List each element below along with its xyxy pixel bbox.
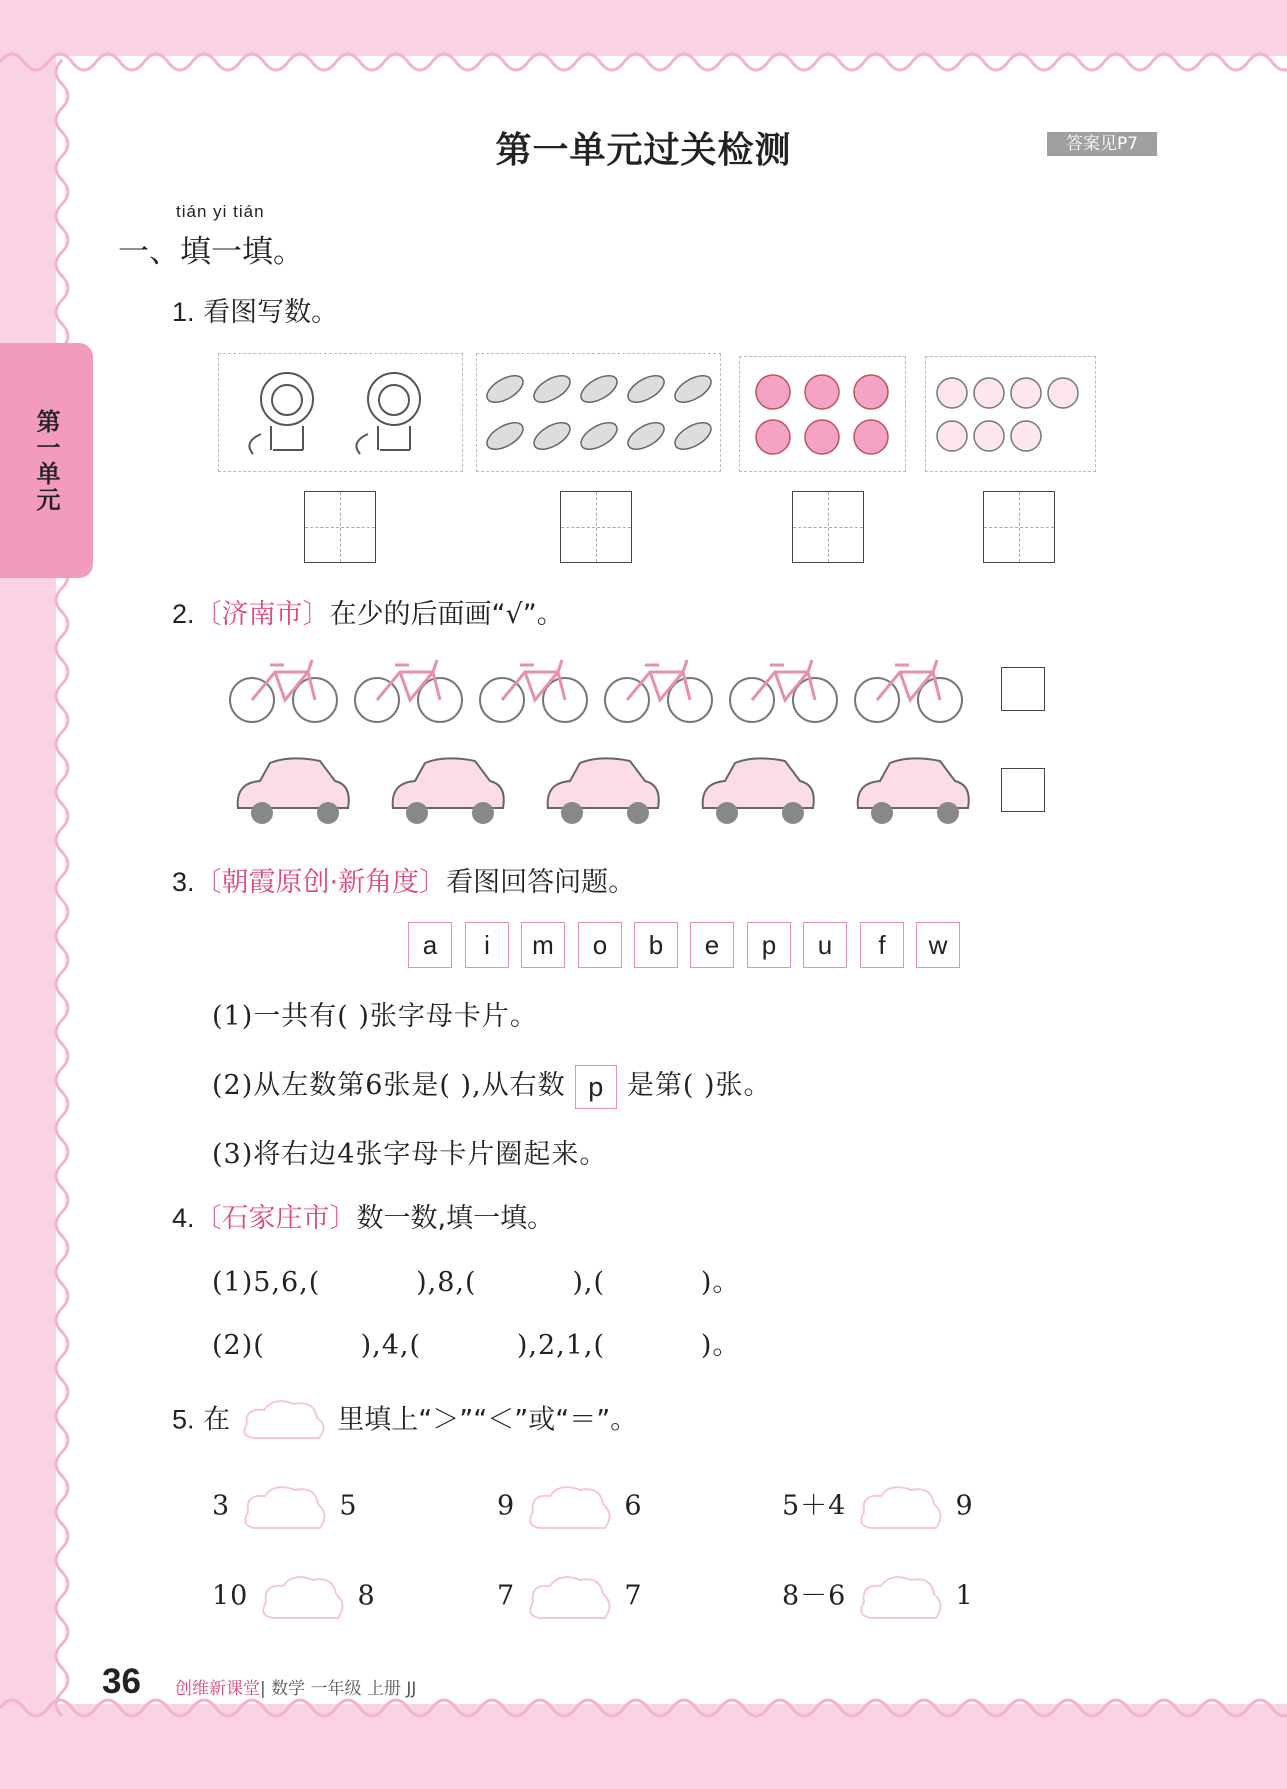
letter-card: e — [690, 922, 734, 968]
car-row — [225, 748, 975, 833]
peach-icon — [926, 357, 1095, 471]
book-info: 创维新课堂| 数学 一年级 上册 JJ — [175, 1679, 417, 1699]
letter-card: p — [747, 922, 791, 968]
left-wave-border — [48, 0, 88, 1789]
question-3: 3.〔朝霞原创·新角度〕看图回答问题。 — [172, 867, 636, 898]
q4-sub-2: (2)( ),4,( ),2,1,( )。 — [212, 1330, 741, 1361]
letter-card: u — [803, 922, 847, 968]
check-box-cars[interactable] — [1001, 768, 1045, 812]
answer-box-tomatoes[interactable] — [792, 491, 864, 563]
picture-lions — [218, 353, 463, 472]
picture-peaches — [925, 356, 1096, 472]
letter-card: b — [634, 922, 678, 968]
cloud-answer-icon[interactable] — [856, 1572, 946, 1622]
check-box-bicycles[interactable] — [1001, 667, 1045, 711]
q4-sub-1: (1)5,6,( ),8,( ),( )。 — [212, 1267, 741, 1298]
letter-card: a — [408, 922, 452, 968]
question-2: 2.〔济南市〕在少的后面画“√”。 — [172, 599, 564, 630]
compare-item-2: 9 6 — [497, 1482, 643, 1532]
compare-item-6: 8－6 1 — [782, 1572, 974, 1622]
letter-card: o — [578, 922, 622, 968]
bicycle-row — [225, 650, 975, 730]
unit-side-tab: 第一单元 — [0, 343, 93, 578]
question-4: 4.〔石家庄市〕数一数,填一填。 — [172, 1203, 555, 1234]
letter-card-p: p — [575, 1065, 617, 1109]
section-pinyin: tián yi tián — [176, 202, 265, 221]
q3-sub-2: (2)从左数第6张是( ),从右数 p 是第( )张。 — [212, 1063, 772, 1109]
compare-item-4: 10 8 — [212, 1572, 376, 1622]
letter-card: i — [465, 922, 509, 968]
tomato-icon — [740, 357, 905, 471]
cloud-answer-icon[interactable] — [525, 1482, 615, 1532]
answer-box-vegetables[interactable] — [560, 491, 632, 563]
answer-reference-badge: 答案见P7 — [1047, 132, 1157, 156]
question-5: 5. 在 里填上“＞”“＜”或“＝”。 — [172, 1396, 637, 1446]
q3-sub-3: (3)将右边4张字母卡片圈起来。 — [212, 1139, 608, 1170]
letter-card: f — [860, 922, 904, 968]
answer-box-lions[interactable] — [304, 491, 376, 563]
q3-sub-1: (1)一共有( )张字母卡片。 — [212, 1001, 538, 1032]
cloud-icon — [239, 1396, 329, 1446]
picture-vegetables — [476, 353, 721, 472]
picture-tomatoes — [739, 356, 906, 472]
page-title: 第一单元过关检测 — [495, 130, 792, 171]
letter-card: m — [521, 922, 565, 968]
letter-card: w — [916, 922, 960, 968]
compare-item-5: 7 7 — [497, 1572, 643, 1622]
page-number: 36 — [102, 1662, 141, 1701]
top-wave-border — [0, 40, 1287, 80]
question-1: 1. 看图写数。 — [172, 297, 339, 328]
lion-icon — [219, 354, 462, 471]
answer-box-peaches[interactable] — [983, 491, 1055, 563]
cloud-answer-icon[interactable] — [525, 1572, 615, 1622]
compare-item-1: 3 5 — [212, 1482, 358, 1532]
section-title: 一、填一填。 — [118, 234, 304, 270]
cloud-answer-icon[interactable] — [240, 1482, 330, 1532]
cloud-answer-icon[interactable] — [856, 1482, 946, 1532]
cloud-answer-icon[interactable] — [258, 1572, 348, 1622]
compare-item-3: 5＋4 9 — [782, 1482, 974, 1532]
cabbage-icon — [477, 354, 720, 471]
